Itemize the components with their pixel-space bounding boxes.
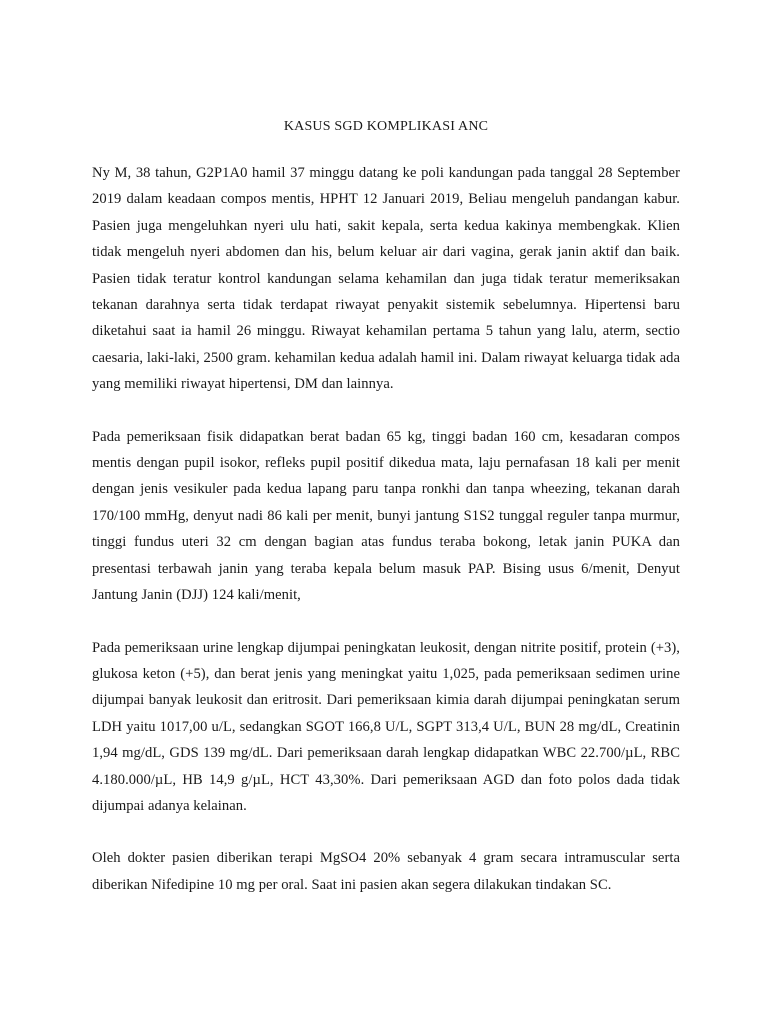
paragraph-patient-history: Ny M, 38 tahun, G2P1A0 hamil 37 minggu datang ke poli kandungan pada tanggal 28 September 2019 dalam keadaan compos mentis, HPHT 12 Januari 2019, Beliau mengeluh pandangan kabur. Pasien juga mengeluhkan nyeri ulu hati, sakit kepala, serta kedua kakinya membengkak. Klien tidak mengeluh nyeri abdomen dan his, belum keluar air dari vagina, gerak janin aktif dan baik. Pasien tidak teratur kontrol kandungan selama kehamilan dan juga tidak teratur memeriksakan tekanan darahnya serta tidak terdapat riwayat penyakit sistemik sebelumnya. Hipertensi baru diketahui saat ia hamil 26 minggu. Riwayat kehamilan pertama 5 tahun yang lalu, aterm, sectio caesaria, laki-laki, 2500 gram. kehamilan kedua adalah hamil ini. Dalam riwayat keluarga tidak ada yang memiliki riwayat hipertensi, DM dan lainnya. bbox=[92, 165, 680, 393]
paragraph-lab-results: Pada pemeriksaan urine lengkap dijumpai peningkatan leukosit, dengan nitrite positif, protein (+3), glukosa keton (+5), dan berat jenis yang meningkat yaitu 1,025, pada pemeriksaan sedimen urine dijumpai banyak leukosit dan eritrosit. Dari pemeriksaan kimia darah dijumpai peningkatan serum LDH yaitu 1017,00 u/L, sedangkan SGOT 166,8 U/L, SGPT 313,4 U/L, BUN 28 mg/dL, Creatinin 1,94 mg/dL, GDS 139 mg/dL. Dari pemeriksaan darah lengkap didapatkan WBC 22.700/µL, RBC 4.180.000/µL, HB 14,9 g/µL, HCT 43,30%. Dari pemeriksaan AGD dan foto polos dada tidak dijumpai adanya kelainan. bbox=[92, 639, 680, 814]
paragraph-therapy: Oleh dokter pasien diberikan terapi MgSO4 20% sebanyak 4 gram secara intramuscular serta diberikan Nifedipine 10 mg per oral. Saat ini pasien akan segera dilakukan tindakan SC. bbox=[92, 850, 680, 893]
document-title: KASUS SGD KOMPLIKASI ANC bbox=[283, 119, 489, 134]
paragraph-physical-exam: Pada pemeriksaan fisik didapatkan berat badan 65 kg, tinggi badan 160 cm, kesadaran compos mentis dengan pupil isokor, refleks pupil positif dikedua mata, laju pernafasan 18 kali per menit dengan jenis vesikuler pada kedua lapang paru tanpa ronkhi dan tanpa wheezing, tekanan darah 170/100 mmHg, denyut nadi 86 kali per menit, bunyi jantung S1S2 tunggal reguler tanpa murmur, tinggi fundus uteri 32 cm dengan bagian atas fundus teraba bokong, letak janin PUKA dan presentasi terbawah janin yang teraba kepala belum masuk PAP. Bising usus 6/menit, Denyut Jantung Janin (DJJ) 124 kali/menit, bbox=[92, 428, 680, 604]
